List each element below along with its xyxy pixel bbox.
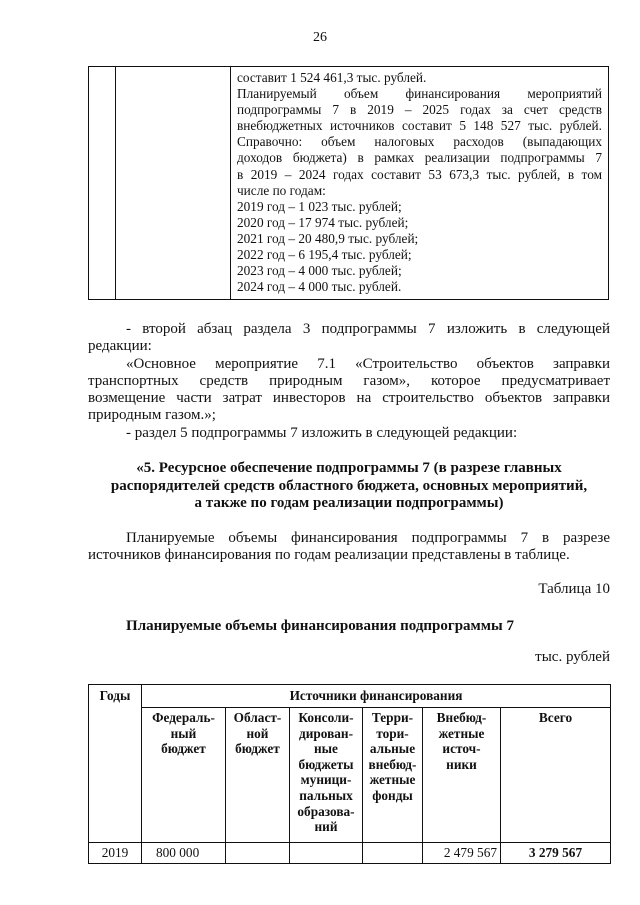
- text-line: 2019 год – 1 023 тыс. рублей;: [237, 198, 402, 214]
- continuation-table: [88, 66, 609, 300]
- text-line: Справочно: объем налоговых расходов (выпадающих: [237, 134, 602, 150]
- text-line: числе по годам:: [237, 182, 326, 198]
- cell-municipal: [290, 843, 363, 864]
- paragraph-line: транспортных средств природным газом», которое предусматривает: [88, 373, 610, 389]
- table-row: [89, 843, 611, 864]
- header-total: Всего: [501, 708, 611, 843]
- header-federal-budget: Федераль- ный бюджет: [142, 708, 226, 843]
- header-regional-budget: Област- ной бюджет: [226, 708, 290, 843]
- cell-offbudget: 2 479 567: [423, 843, 501, 864]
- paragraph-line: возмещение части затрат инвесторов на строительство объектов заправки: [88, 390, 610, 406]
- text-line: 2021 год – 20 480,9 тыс. рублей;: [237, 230, 419, 246]
- financing-table: [88, 684, 611, 864]
- empty-cell-2: [116, 67, 231, 300]
- header-offbudget-sources: Внебюд- жетные источ- ники: [423, 708, 501, 843]
- cell-federal: 800 000: [142, 843, 226, 864]
- paragraph-line: источников финансирования по годам реализации представлены в таблице.: [88, 547, 570, 563]
- header-sources: Источники финансирования: [142, 685, 611, 708]
- heading-line: а также по годам реализации подпрограммы): [194, 495, 504, 511]
- paragraph-line: - раздел 5 подпрограммы 7 изложить в следующей редакции:: [126, 425, 518, 441]
- header-territorial-funds: Терри- тори- альные внебюд- жетные фонды: [363, 708, 423, 843]
- text-line: 2024 год – 4 000 тыс. рублей.: [237, 279, 402, 295]
- units-label: тыс. рублей: [535, 649, 610, 665]
- text-line: 2022 год – 6 195,4 тыс. рублей;: [237, 247, 412, 263]
- funding-text-cell: [231, 67, 609, 300]
- cell-year: 2019: [89, 843, 142, 864]
- paragraph-line: редакции:: [88, 338, 152, 354]
- table-title: Планируемые объемы финансирования подпрограммы 7: [126, 618, 514, 634]
- text-line: доходов бюджета) в рамках реализации подпрограммы 7: [237, 150, 602, 166]
- text-line: в 2019 – 2024 годах составит 53 673,3 тыс. рублей, в том: [237, 166, 602, 182]
- text-line: Планируемый объем финансирования мероприятий: [237, 86, 602, 102]
- text-line: 2023 год – 4 000 тыс. рублей;: [237, 263, 402, 279]
- text-line: внебюджетных источников составит 5 148 527 тыс. рублей.: [237, 118, 602, 134]
- paragraph-main-measure: [88, 356, 610, 424]
- cell-funds: [363, 843, 423, 864]
- text-line: 2020 год – 17 974 тыс. рублей;: [237, 214, 409, 230]
- table-label: Таблица 10: [538, 581, 610, 597]
- section-heading: [88, 460, 610, 513]
- paragraph-line: - второй абзац раздела 3 подпрограммы 7 изложить в следующей: [126, 321, 610, 337]
- paragraph-line: «Основное мероприятие 7.1 «Строительство объектов заправки: [126, 356, 610, 372]
- heading-line: «5. Ресурсное обеспечение подпрограммы 7 (в разрезе главных: [136, 460, 562, 476]
- heading-line: распорядителей средств областного бюджета, основных мероприятий,: [110, 477, 588, 494]
- paragraph-second-abzac: [88, 321, 610, 355]
- header-years: Годы: [89, 685, 142, 843]
- paragraph-line: Планируемые объемы финансирования подпрограммы 7 в разрезе: [126, 530, 610, 546]
- empty-cell-1: [89, 67, 116, 300]
- paragraph-planned-volumes: [88, 530, 610, 564]
- text-line: подпрограммы 7 в 2019 – 2025 годах за счет средств: [237, 102, 602, 118]
- paragraph-line: природным газом.»;: [88, 407, 216, 423]
- paragraph-section-5: [88, 425, 610, 442]
- cell-total: 3 279 567: [501, 843, 611, 864]
- header-municipal-budgets: Консоли- дирован- ные бюджеты муници- пальных образова- ний: [290, 708, 363, 843]
- text-line: составит 1 524 461,3 тыс. рублей.: [237, 70, 427, 85]
- cell-regional: [226, 843, 290, 864]
- page-number: 26: [313, 30, 327, 45]
